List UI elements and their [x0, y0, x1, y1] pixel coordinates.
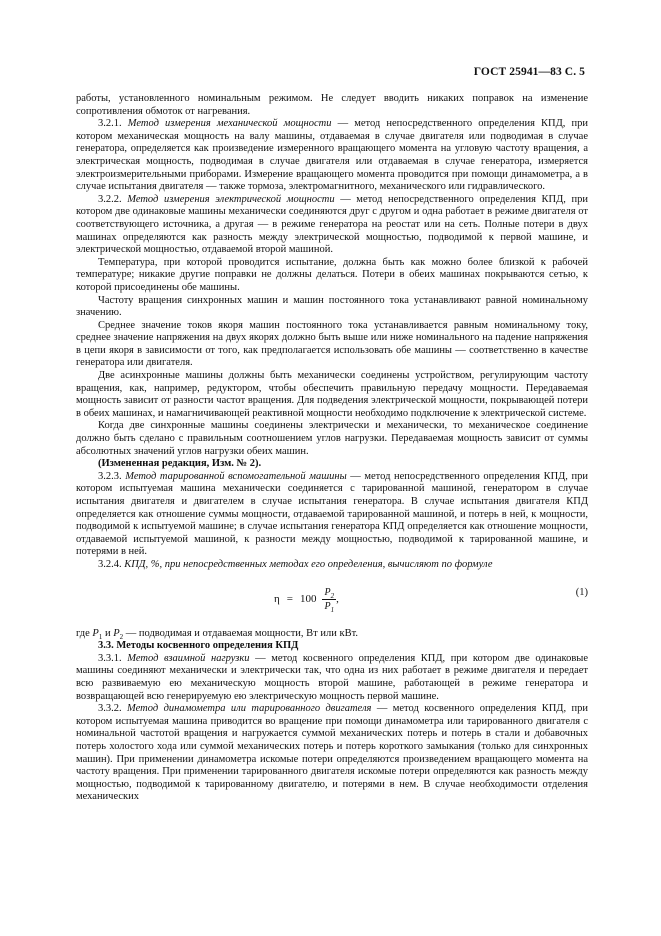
and-word: и: [102, 627, 114, 639]
paragraph-3-2-4: [76, 559, 588, 572]
clause-title: КПД, %, при непосредственных методах его определения, вычисляют по формуле: [124, 558, 493, 570]
amendment-note: (Измененная редакция, Изм. № 2).: [98, 458, 262, 470]
var-p1-sub: 1: [98, 632, 103, 641]
formula-coefficient: 100: [299, 592, 317, 605]
paragraph-asynchronous: Две асинхронные машины должны быть механически соединены устройством, регулирующим частоту вращения, как, например, редуктором, чтобы обеспечить правильную передачу мощности. Передаваемая мощность зависит от разности частот вращения. Для подведения электрической мощности, покрывающей потери в обеих машинах, и намагничивающей реактивной мощности необходимо подключение к электрической системе.: [76, 370, 588, 419]
clause-title: Метод измерения электрической мощности: [127, 193, 335, 205]
clause-title: Метод взаимной нагрузки: [127, 652, 250, 664]
document-body: [76, 93, 588, 804]
clause-number: 3.2.4.: [98, 558, 122, 570]
clause-title: Метод динамометра или тарированного двигателя: [127, 703, 372, 715]
formula-explanation: [76, 628, 588, 641]
paragraph-3-2-2: [76, 194, 588, 257]
denominator-sub: 1: [330, 605, 335, 614]
clause-number: 3.2.2.: [98, 193, 122, 205]
clause-text: — метод непосредственного определения КПД, при котором две одинаковые машины механически соединяются друг с другом и одна работает в режиме двигателя от соответствующего источника, а другая — в режиме генератора на реостат или на сеть. Полные потери в двух машинах определяются как разность между электрической мощностью, подводимой к первой машине, и электрической мощностью, отдаваемой второй машиной.: [76, 193, 588, 256]
clause-text: — метод косвенного определения КПД, при котором испытуемая машина приводится во вращение при помощи динамометра или тарированного двигателя с номинальной частотой вращения и нагружается суммой механических потерь и потерь в стали и добавочных потерь холостого хода или суммой механических потерь и потерь короткого замыкания (только для синхронных машин). При применении динамометра искомые потери определяются произведением вращающего момента на частоту вращения. При применении тарированного двигателя искомые потери определяются как разность между мощностью, подводимой к тарированному двигателю, и потерями в нем. В случае необходимости отделения механических: [76, 703, 588, 803]
formula-block: [76, 579, 588, 623]
paragraph-rotation-speed: Частоту вращения синхронных машин и машин постоянного тока устанавливают равной номинальному значению.: [76, 294, 588, 319]
paragraph-3-3-1: [76, 653, 588, 703]
clause-number: 3.2.1.: [98, 118, 122, 130]
formula-eta: η: [274, 592, 280, 605]
formula-equals: =: [286, 592, 293, 605]
paragraph-armature-current: Среднее значение токов якоря машин постоянного тока устанавливается равным номинальному току, среднее значение напряжения на двух якорях должно быть выше или ниже номинального на падение напряжения в цепи якоря в зависимости от того, как предполагается использовать обе машины — соответственно в качестве генератора или двигателя.: [76, 319, 588, 369]
section-heading-3-3: 3.3. Методы косвенного определения КПД: [98, 640, 299, 652]
clause-text: — метод непосредственного определения КПД, при котором испытуемая машина механически соединяется с тарированной машиной, генератором в случае испытания двигателя и двигателем в случае испытания генератора. В случае испытания двигателя КПД определяется как отношение суммы мощности, отдаваемой тарированной машиной, и потерь в ней, к мощности, подводимой к испытуемой машине; в случае испытания генератора КПД определяется как отношение мощности, отдаваемой испытуемой машиной, к разности между мощностью, подводимой к тарированной машине, и потерями в ней.: [76, 470, 589, 558]
paragraph-synchronous: Когда две синхронные машины соединены электрически и механически, то механическое соединение должно быть сделано с правильным соотношением углов нагрузки. Передаваемая мощность зависит от суммы абсолютных значений углов нагрузки обеих машин.: [76, 420, 588, 457]
clause-number: 3.2.3.: [98, 470, 122, 482]
clause-text: — метод косвенного определения КПД, при котором две одинаковые машины соединяют механически и электрически так, что одна из них работает в режиме двигателя и передает всю развиваемую ею механическую мощность второй машине, работающей в режиме генератора и возвращающей всю генерируемую ею электрическую мощность первой машине.: [76, 652, 589, 702]
var-p2-sub: 2: [119, 632, 124, 641]
explanation-text: — подводимая и отдаваемая мощности, Вт или кВт.: [123, 627, 358, 639]
paragraph-temperature: Температура, при которой проводится испытание, должна быть как можно более близкой к рабочей температуре; никакие другие поправки не должны делаться. Потери в обеих машинах покрываются сетью, к которой присоединены обе машины.: [76, 256, 588, 293]
numerator-sub: 2: [330, 591, 335, 600]
formula-fraction: [322, 587, 336, 612]
var-p2: P: [113, 627, 120, 639]
clause-text: — метод непосредственного определения КПД, при котором механическая мощность на валу машины, отдаваемая в случае двигателя или подводимая в случае генератора, определяется как произведение измеренного вращающего момента на угловую частоту вращения, а электрическая мощность, подводимая в случае двигателя или отдаваемая в случае генератора, измеряется электроизмерительными приборами. Измерение вращающего момента проводится при помощи динамометра, а в случае испытания двигателя — также тормоза, электромагнитного, механического или гидравлического.: [76, 118, 589, 193]
paragraph-continuation: работы, установленного номинальным режимом. Не следует вводить никаких поправок на изменение сопротивления обмоток от нагревания.: [76, 93, 588, 117]
var-p1: P: [92, 627, 99, 639]
numerator-var: P: [324, 586, 331, 598]
formula-denominator: [324, 600, 334, 612]
paragraph-3-2-1: [76, 118, 588, 194]
denominator-var: P: [324, 600, 331, 612]
page-header: ГОСТ 25941—83 С. 5: [473, 66, 585, 78]
clause-number: 3.3.2.: [98, 703, 122, 715]
efficiency-formula: [274, 587, 339, 612]
formula-comma: ,: [336, 592, 339, 605]
formula-numerator: [322, 587, 336, 600]
formula-number: (1): [575, 586, 588, 598]
paragraph-3-3-2: [76, 703, 588, 804]
clause-title: Метод тарированной вспомогательной машины: [125, 470, 347, 482]
where-word: где: [76, 627, 90, 639]
paragraph-3-2-3: [76, 471, 588, 559]
clause-title: Метод измерения механической мощности: [127, 118, 332, 130]
clause-number: 3.3.1.: [98, 652, 122, 664]
